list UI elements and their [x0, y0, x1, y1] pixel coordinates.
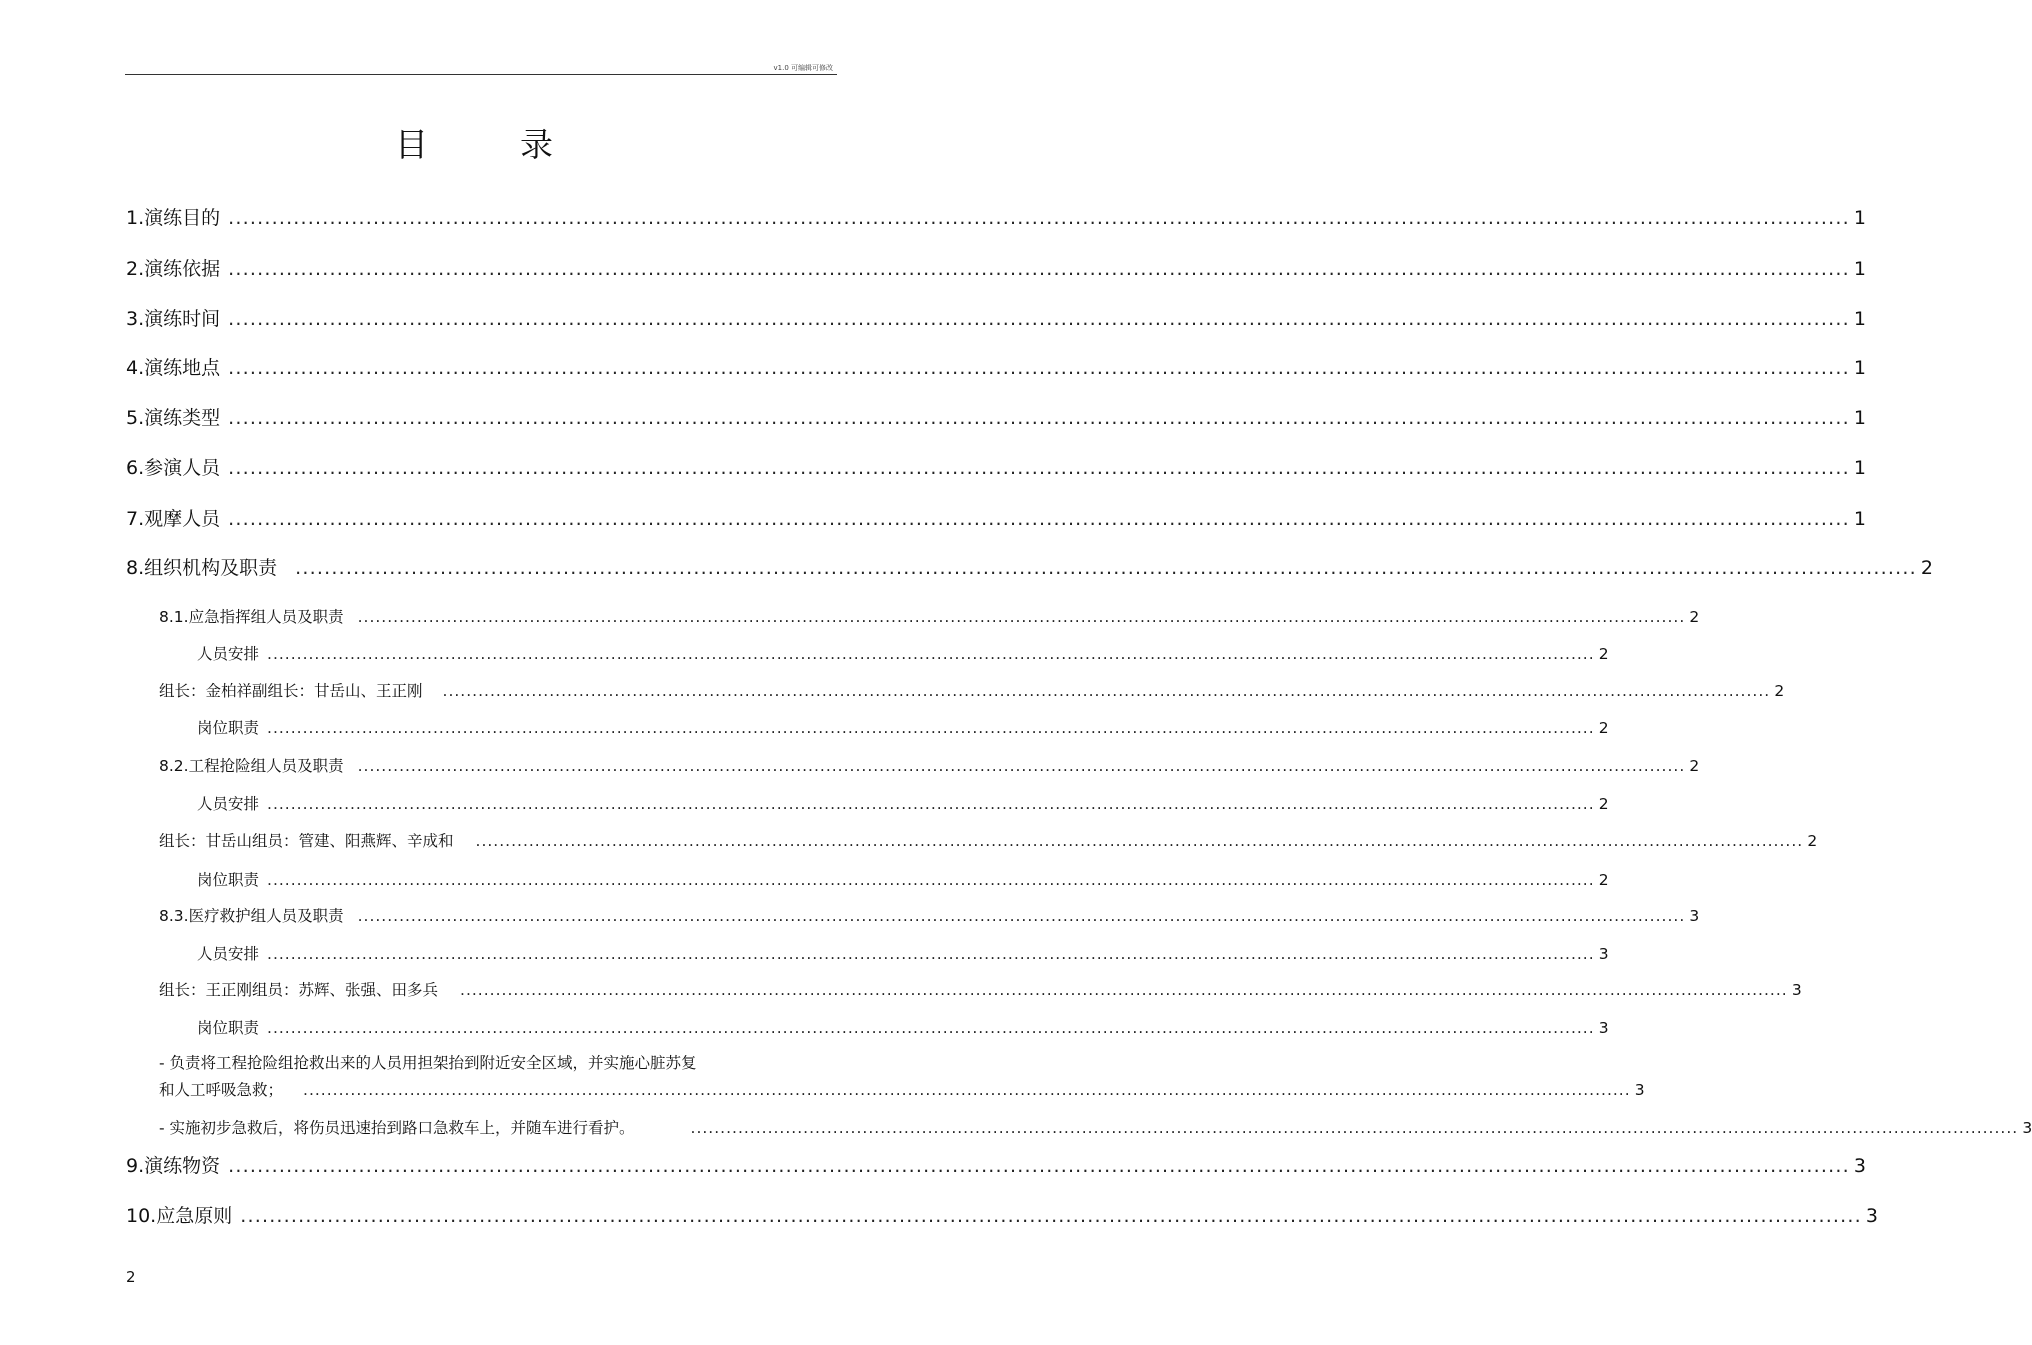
toc-leader: ................................................................................................................................................................................................................................: [357, 608, 1686, 626]
toc-label: 人员安排: [197, 795, 260, 813]
page-number: 2: [126, 1268, 136, 1286]
toc-leader: ................................................................................................................................................................................................................................: [357, 757, 1686, 775]
toc-leader: ................................................................................................................................................................................................................................: [267, 945, 1595, 963]
toc-leader: ................................................................................................................................................................................................................................: [267, 645, 1595, 663]
toc-leader: ................................................................................................................................................................................................................................: [228, 1155, 1850, 1177]
toc-entry[interactable]: [159, 679, 1785, 701]
toc-page: 2: [1598, 645, 1609, 663]
toc-entry-line1[interactable]: - 负责将工程抢险组抢救出来的人员用担架抬到附近安全区域，并实施心脏苏复: [159, 1054, 697, 1072]
toc-label-right: 组员：管建、阳燕辉、辛成和: [252, 832, 454, 850]
toc-number: 5.: [126, 407, 145, 429]
toc-entry[interactable]: [126, 1201, 1878, 1228]
toc-label: 岗位职责: [197, 719, 260, 737]
toc-page: 3: [1791, 981, 1802, 999]
toc-label: 岗位职责: [197, 871, 260, 889]
toc-page: 3: [1865, 1205, 1878, 1227]
toc-page: 2: [1598, 719, 1609, 737]
toc-label-right: 副组长：甘岳山、王正刚: [252, 682, 423, 700]
toc-leader: ................................................................................................................................................................................................................................: [475, 832, 1804, 850]
toc-entry[interactable]: [126, 453, 1866, 480]
title-char-2: 录: [520, 125, 555, 164]
toc-entry[interactable]: [159, 978, 1802, 1000]
toc-leader: ................................................................................................................................................................................................................................: [228, 308, 1850, 330]
toc-leader: ................................................................................................................................................................................................................................: [228, 508, 1850, 530]
toc-label: 演练依据: [144, 258, 221, 280]
toc-entry[interactable]: [159, 904, 1700, 926]
toc-entry[interactable]: [197, 942, 1609, 964]
toc-entry[interactable]: [126, 254, 1866, 281]
toc-number: 1.: [126, 207, 145, 229]
toc-label: 岗位职责: [197, 1019, 260, 1037]
toc-page: 3: [1853, 1155, 1866, 1177]
page-title: [0, 119, 950, 166]
toc-label-right: 组员：苏辉、张强、田多兵: [252, 981, 439, 999]
toc-page: 1: [1853, 457, 1866, 479]
toc-page: 3: [1598, 945, 1609, 963]
toc-label: 观摩人员: [144, 508, 221, 530]
toc-entry[interactable]: [197, 792, 1609, 814]
toc-entry[interactable]: [197, 868, 1609, 890]
toc-page: 3: [1689, 907, 1700, 925]
toc-page: 2: [1689, 608, 1700, 626]
page-header-text: v1.0 可编辑可修改: [773, 64, 833, 72]
toc-entry[interactable]: [126, 504, 1866, 531]
toc-entry[interactable]: [126, 203, 1866, 230]
toc-label: 演练类型: [144, 407, 221, 429]
toc-number: 7.: [126, 508, 145, 530]
toc-entry[interactable]: [197, 716, 1609, 738]
toc-entry[interactable]: [126, 403, 1866, 430]
toc-page: 2: [1598, 795, 1609, 813]
toc-entry[interactable]: [159, 1116, 2032, 1138]
toc-entry[interactable]: [159, 754, 1700, 776]
toc-page: 2: [1920, 557, 1933, 579]
toc-page: 2: [1689, 757, 1700, 775]
toc-label: 演练地点: [144, 357, 221, 379]
toc-number: 6.: [126, 457, 145, 479]
toc-entry[interactable]: [126, 353, 1866, 380]
toc-label: - 实施初步急救后，将伤员迅速抬到路口急救车上，并随车进行看护。: [159, 1119, 635, 1137]
toc-leader: ................................................................................................................................................................................................................................: [228, 258, 1850, 280]
toc-number: 3.: [126, 308, 145, 330]
toc-number: 8.2.: [159, 757, 189, 775]
toc-leader: ................................................................................................................................................................................................................................: [267, 795, 1595, 813]
toc-leader: ................................................................................................................................................................................................................................: [228, 207, 1850, 229]
toc-entry[interactable]: [197, 642, 1609, 664]
toc-label: 应急原则: [156, 1205, 233, 1227]
toc-label: 医疗救护组人员及职责: [188, 907, 344, 925]
toc-page: 1: [1853, 207, 1866, 229]
toc-leader: ................................................................................................................................................................................................................................: [267, 871, 1595, 889]
toc-page: 2: [1598, 871, 1609, 889]
toc-leader: ................................................................................................................................................................................................................................: [267, 1019, 1595, 1037]
toc-leader: ................................................................................................................................................................................................................................: [303, 1081, 1631, 1099]
toc-label: 演练目的: [144, 207, 221, 229]
toc-page: 1: [1853, 357, 1866, 379]
toc-entry[interactable]: [159, 605, 1700, 627]
toc-page: 3: [2022, 1119, 2032, 1137]
toc-label: 组织机构及职责: [144, 557, 278, 579]
header-rule: [125, 74, 837, 75]
toc-leader: ................................................................................................................................................................................................................................: [357, 907, 1686, 925]
toc-number: 8.: [126, 557, 145, 579]
toc-page: 2: [1774, 682, 1785, 700]
toc-number: 8.3.: [159, 907, 189, 925]
toc-label: 人员安排: [197, 945, 260, 963]
toc-page: 1: [1853, 508, 1866, 530]
toc-number: 8.1.: [159, 608, 189, 626]
title-char-1: 目: [395, 125, 430, 164]
toc-entry[interactable]: [126, 553, 1933, 580]
toc-label: 和人工呼吸急救；: [159, 1081, 284, 1099]
toc-label: 参演人员: [144, 457, 221, 479]
toc-leader: ................................................................................................................................................................................................................................: [442, 682, 1771, 700]
toc-leader: ................................................................................................................................................................................................................................: [228, 407, 1850, 429]
toc-label-left: 组长：王正刚: [159, 981, 253, 999]
toc-number: 9.: [126, 1155, 145, 1177]
toc-leader: ................................................................................................................................................................................................................................: [690, 1119, 2019, 1137]
toc-label: 人员安排: [197, 645, 260, 663]
toc-entry[interactable]: [197, 1016, 1609, 1038]
toc-page: 3: [1634, 1081, 1645, 1099]
toc-leader: ................................................................................................................................................................................................................................: [267, 719, 1595, 737]
toc-number: 4.: [126, 357, 145, 379]
toc-label: 应急指挥组人员及职责: [188, 608, 344, 626]
toc-leader: ................................................................................................................................................................................................................................: [240, 1205, 1862, 1227]
toc-entry[interactable]: [159, 1078, 1645, 1100]
toc-page: 1: [1853, 308, 1866, 330]
toc-label-left: 组长：金柏祥: [159, 682, 253, 700]
toc-number: 10.: [126, 1205, 157, 1227]
toc-entry[interactable]: [126, 1151, 1866, 1178]
toc-page: 3: [1598, 1019, 1609, 1037]
toc-leader: ................................................................................................................................................................................................................................: [228, 357, 1850, 379]
toc-entry[interactable]: [159, 829, 1818, 851]
toc-leader: ................................................................................................................................................................................................................................: [295, 557, 1917, 579]
toc-label: 演练时间: [144, 308, 221, 330]
toc-label: 演练物资: [144, 1155, 221, 1177]
toc-number: 2.: [126, 258, 145, 280]
toc-page: 1: [1853, 258, 1866, 280]
toc-leader: ................................................................................................................................................................................................................................: [228, 457, 1850, 479]
toc-leader: ................................................................................................................................................................................................................................: [460, 981, 1788, 999]
toc-label-left: 组长：甘岳山: [159, 832, 253, 850]
toc-entry[interactable]: [126, 304, 1866, 331]
toc-page: 2: [1807, 832, 1818, 850]
toc-label: 工程抢险组人员及职责: [188, 757, 344, 775]
toc-page: 1: [1853, 407, 1866, 429]
